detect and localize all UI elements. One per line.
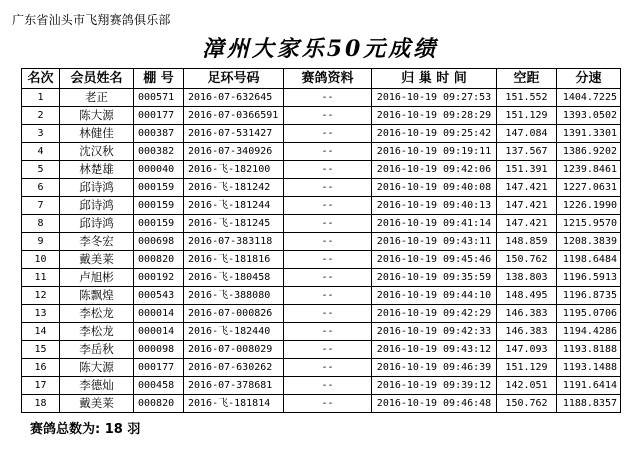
cell-loft-number: 000192 (134, 269, 184, 287)
cell-member-name: 邱诗鸿 (60, 179, 134, 197)
cell-rank: 7 (22, 197, 60, 215)
cell-distance: 148.859 (497, 233, 557, 251)
cell-distance: 147.421 (497, 215, 557, 233)
cell-distance: 146.383 (497, 323, 557, 341)
cell-rank: 2 (22, 107, 60, 125)
cell-arrival-time: 2016-10-19 09:43:11 (372, 233, 497, 251)
cell-speed: 1386.9202 (557, 143, 621, 161)
col-header-ring-number: 足环号码 (184, 69, 284, 89)
cell-distance: 147.084 (497, 125, 557, 143)
cell-member-name: 沈汉秋 (60, 143, 134, 161)
cell-arrival-time: 2016-10-19 09:43:12 (372, 341, 497, 359)
cell-ring-number: 2016-飞-388080 (184, 287, 284, 305)
table-body (22, 89, 621, 413)
cell-ring-number: 2016-07-378681 (184, 377, 284, 395)
cell-rank: 8 (22, 215, 60, 233)
cell-arrival-time: 2016-10-19 09:40:13 (372, 197, 497, 215)
page-title: 漳州大家乐50元成绩 (201, 36, 439, 62)
cell-ring-number: 2016-07-000826 (184, 305, 284, 323)
cell-arrival-time: 2016-10-19 09:40:08 (372, 179, 497, 197)
cell-distance: 148.495 (497, 287, 557, 305)
cell-speed: 1195.0706 (557, 305, 621, 323)
cell-speed: 1188.8357 (557, 395, 621, 413)
cell-rank: 14 (22, 323, 60, 341)
cell-arrival-time: 2016-10-19 09:27:53 (372, 89, 497, 107)
cell-ring-number: 2016-飞-181242 (184, 179, 284, 197)
cell-rank: 17 (22, 377, 60, 395)
cell-speed: 1239.8461 (557, 161, 621, 179)
table-row (22, 377, 621, 395)
cell-loft-number: 000177 (134, 359, 184, 377)
cell-rank: 1 (22, 89, 60, 107)
cell-distance: 151.552 (497, 89, 557, 107)
cell-speed: 1193.8188 (557, 341, 621, 359)
cell-arrival-time: 2016-10-19 09:42:33 (372, 323, 497, 341)
cell-arrival-time: 2016-10-19 09:41:14 (372, 215, 497, 233)
cell-rank: 3 (22, 125, 60, 143)
cell-speed: 1191.6414 (557, 377, 621, 395)
cell-ring-number: 2016-07-008029 (184, 341, 284, 359)
col-header-speed: 分速 (557, 69, 621, 89)
cell-ring-number: 2016-07-531427 (184, 125, 284, 143)
cell-loft-number: 000159 (134, 197, 184, 215)
cell-member-name: 陈飘煌 (60, 287, 134, 305)
cell-rank: 15 (22, 341, 60, 359)
cell-ring-number: 2016-飞-182100 (184, 161, 284, 179)
cell-member-name: 李松龙 (60, 305, 134, 323)
cell-member-name: 李岳秋 (60, 341, 134, 359)
cell-pigeon-info: -- (284, 197, 372, 215)
cell-member-name: 邱诗鸿 (60, 197, 134, 215)
cell-loft-number: 000382 (134, 143, 184, 161)
cell-loft-number: 000387 (134, 125, 184, 143)
table-row (22, 287, 621, 305)
cell-ring-number: 2016-飞-181816 (184, 251, 284, 269)
cell-arrival-time: 2016-10-19 09:46:48 (372, 395, 497, 413)
cell-speed: 1227.0631 (557, 179, 621, 197)
cell-distance: 137.567 (497, 143, 557, 161)
cell-arrival-time: 2016-10-19 09:28:29 (372, 107, 497, 125)
table-row (22, 107, 621, 125)
cell-distance: 147.421 (497, 197, 557, 215)
cell-member-name: 戴美莱 (60, 251, 134, 269)
cell-rank: 12 (22, 287, 60, 305)
cell-arrival-time: 2016-10-19 09:46:39 (372, 359, 497, 377)
table-row (22, 161, 621, 179)
cell-loft-number: 000098 (134, 341, 184, 359)
table-row (22, 269, 621, 287)
table-row (22, 305, 621, 323)
cell-loft-number: 000014 (134, 305, 184, 323)
table-row (22, 143, 621, 161)
cell-arrival-time: 2016-10-19 09:44:10 (372, 287, 497, 305)
cell-arrival-time: 2016-10-19 09:19:11 (372, 143, 497, 161)
cell-loft-number: 000820 (134, 251, 184, 269)
organization-name: 广东省汕头市飞翔赛鸽俱乐部 (12, 13, 171, 27)
cell-rank: 6 (22, 179, 60, 197)
cell-ring-number: 2016-07-0366591 (184, 107, 284, 125)
cell-pigeon-info: -- (284, 269, 372, 287)
cell-loft-number: 000698 (134, 233, 184, 251)
cell-member-name: 戴美莱 (60, 395, 134, 413)
cell-distance: 150.762 (497, 395, 557, 413)
cell-loft-number: 000571 (134, 89, 184, 107)
cell-arrival-time: 2016-10-19 09:35:59 (372, 269, 497, 287)
cell-speed: 1208.3839 (557, 233, 621, 251)
cell-loft-number: 000177 (134, 107, 184, 125)
cell-ring-number: 2016-飞-180458 (184, 269, 284, 287)
cell-member-name: 林健佳 (60, 125, 134, 143)
cell-arrival-time: 2016-10-19 09:39:12 (372, 377, 497, 395)
cell-member-name: 卢旭彬 (60, 269, 134, 287)
cell-rank: 10 (22, 251, 60, 269)
cell-pigeon-info: -- (284, 359, 372, 377)
cell-pigeon-info: -- (284, 395, 372, 413)
cell-distance: 151.129 (497, 107, 557, 125)
cell-pigeon-info: -- (284, 233, 372, 251)
cell-loft-number: 000458 (134, 377, 184, 395)
col-header-loft-number: 棚 号 (134, 69, 184, 89)
cell-member-name: 老正 (60, 89, 134, 107)
cell-member-name: 李冬宏 (60, 233, 134, 251)
cell-speed: 1194.4286 (557, 323, 621, 341)
cell-pigeon-info: -- (284, 143, 372, 161)
results-table (21, 68, 621, 413)
table-header-row (22, 69, 621, 89)
total-count: 赛鸽总数为: 18 羽 (30, 422, 141, 437)
cell-member-name: 李德灿 (60, 377, 134, 395)
cell-speed: 1404.7225 (557, 89, 621, 107)
table-row (22, 359, 621, 377)
cell-pigeon-info: -- (284, 89, 372, 107)
table-row (22, 323, 621, 341)
cell-loft-number: 000159 (134, 215, 184, 233)
cell-rank: 11 (22, 269, 60, 287)
cell-pigeon-info: -- (284, 161, 372, 179)
col-header-arrival-time: 归 巢 时 间 (372, 69, 497, 89)
cell-distance: 142.051 (497, 377, 557, 395)
cell-pigeon-info: -- (284, 215, 372, 233)
cell-pigeon-info: -- (284, 107, 372, 125)
cell-pigeon-info: -- (284, 341, 372, 359)
cell-ring-number: 2016-07-630262 (184, 359, 284, 377)
cell-pigeon-info: -- (284, 377, 372, 395)
cell-loft-number: 000040 (134, 161, 184, 179)
col-header-member-name: 会员姓名 (60, 69, 134, 89)
col-header-rank: 名次 (22, 69, 60, 89)
table-row (22, 233, 621, 251)
cell-rank: 16 (22, 359, 60, 377)
cell-distance: 147.093 (497, 341, 557, 359)
cell-loft-number: 000014 (134, 323, 184, 341)
cell-speed: 1193.1488 (557, 359, 621, 377)
cell-pigeon-info: -- (284, 323, 372, 341)
table-row (22, 215, 621, 233)
cell-pigeon-info: -- (284, 125, 372, 143)
cell-loft-number: 000820 (134, 395, 184, 413)
cell-ring-number: 2016-07-340926 (184, 143, 284, 161)
cell-speed: 1226.1990 (557, 197, 621, 215)
cell-ring-number: 2016-飞-182440 (184, 323, 284, 341)
cell-distance: 150.762 (497, 251, 557, 269)
table-row (22, 197, 621, 215)
table-row (22, 125, 621, 143)
cell-ring-number: 2016-飞-181814 (184, 395, 284, 413)
cell-speed: 1215.9570 (557, 215, 621, 233)
cell-arrival-time: 2016-10-19 09:25:42 (372, 125, 497, 143)
cell-member-name: 李松龙 (60, 323, 134, 341)
table-row (22, 251, 621, 269)
cell-distance: 151.129 (497, 359, 557, 377)
table-row (22, 395, 621, 413)
col-header-pigeon-info: 赛鸽资料 (284, 69, 372, 89)
cell-pigeon-info: -- (284, 287, 372, 305)
table-row (22, 89, 621, 107)
cell-arrival-time: 2016-10-19 09:45:46 (372, 251, 497, 269)
cell-rank: 18 (22, 395, 60, 413)
cell-speed: 1196.5913 (557, 269, 621, 287)
cell-speed: 1393.0502 (557, 107, 621, 125)
cell-distance: 151.391 (497, 161, 557, 179)
cell-ring-number: 2016-07-632645 (184, 89, 284, 107)
cell-member-name: 邱诗鸿 (60, 215, 134, 233)
cell-speed: 1391.3301 (557, 125, 621, 143)
cell-loft-number: 000159 (134, 179, 184, 197)
cell-distance: 138.803 (497, 269, 557, 287)
cell-speed: 1196.8735 (557, 287, 621, 305)
cell-distance: 146.383 (497, 305, 557, 323)
cell-rank: 9 (22, 233, 60, 251)
col-header-distance: 空距 (497, 69, 557, 89)
cell-arrival-time: 2016-10-19 09:42:29 (372, 305, 497, 323)
cell-member-name: 陈大源 (60, 359, 134, 377)
cell-speed: 1198.6484 (557, 251, 621, 269)
table-row (22, 341, 621, 359)
cell-ring-number: 2016-飞-181244 (184, 197, 284, 215)
cell-distance: 147.421 (497, 179, 557, 197)
cell-pigeon-info: -- (284, 305, 372, 323)
cell-ring-number: 2016-飞-181245 (184, 215, 284, 233)
cell-arrival-time: 2016-10-19 09:42:06 (372, 161, 497, 179)
cell-member-name: 林楚雄 (60, 161, 134, 179)
table-row (22, 179, 621, 197)
cell-rank: 5 (22, 161, 60, 179)
cell-ring-number: 2016-07-383118 (184, 233, 284, 251)
cell-pigeon-info: -- (284, 251, 372, 269)
cell-loft-number: 000543 (134, 287, 184, 305)
cell-member-name: 陈大源 (60, 107, 134, 125)
cell-pigeon-info: -- (284, 179, 372, 197)
cell-rank: 13 (22, 305, 60, 323)
cell-rank: 4 (22, 143, 60, 161)
